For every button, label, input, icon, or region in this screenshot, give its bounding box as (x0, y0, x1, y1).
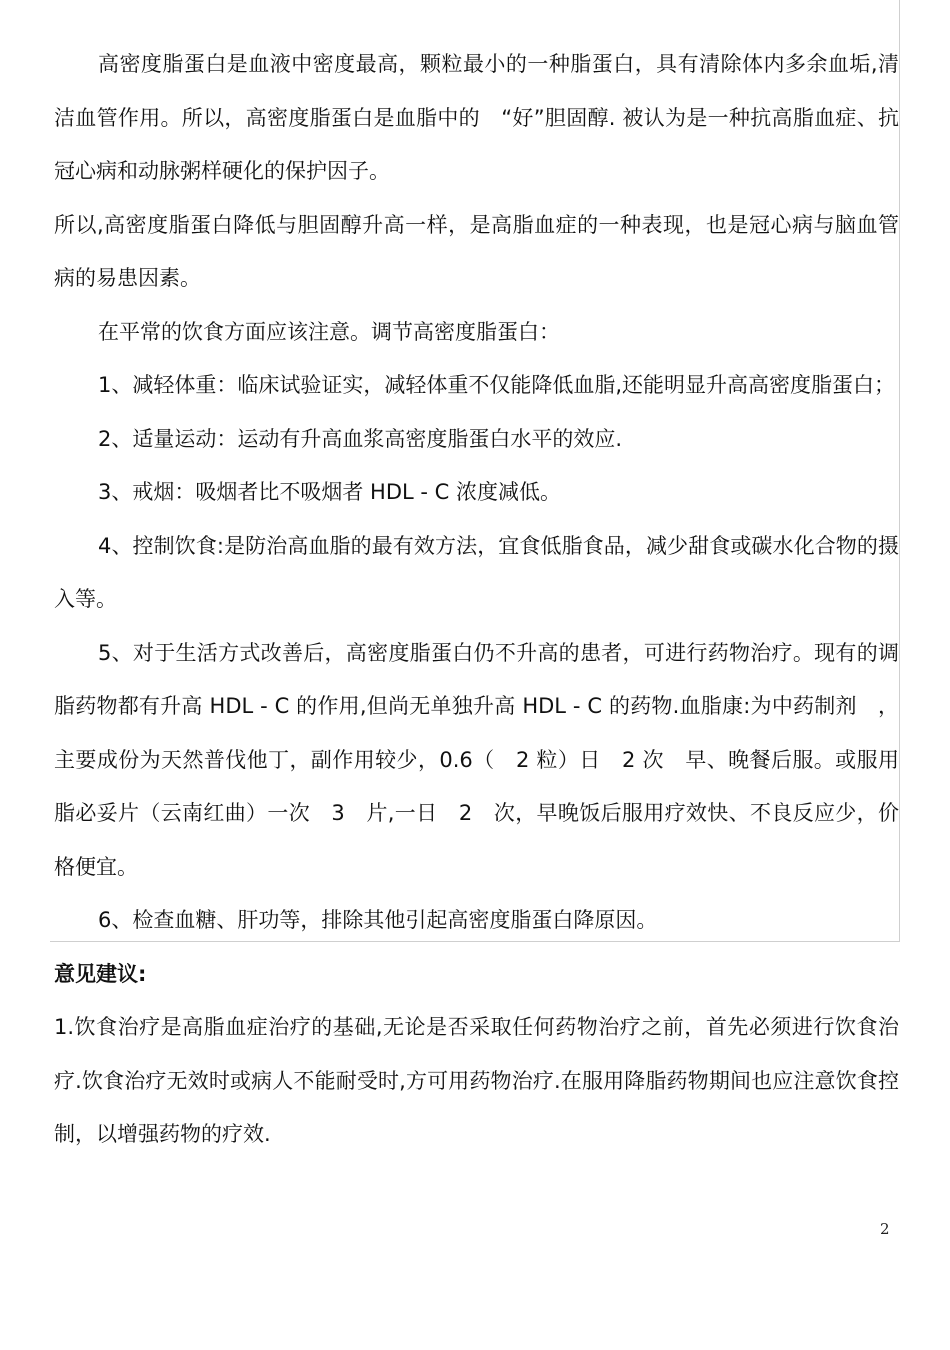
paragraph-hdl-definition: 高密度脂蛋白是血液中密度最高，颗粒最小的一种脂蛋白，具有清除体内多余血垢,清洁血管作用。所以，高密度脂蛋白是血脂中的 “好”胆固醇. 被认为是一种抗高脂血症、抗冠心病和动脉粥样硬化的保护因子。 (54, 52, 899, 183)
document-body (54, 38, 899, 1162)
paragraph-advice-diet: 1.饮食治疗是高脂血症治疗的基础,无论是否采取任何药物治疗之前，首先必须进行饮食治疗.饮食治疗无效时或病人不能耐受时,方可用药物治疗.在服用降脂药物期间也应注意饮食控制，以增强药物的疗效. (54, 1015, 899, 1146)
section-heading-advice: 意见建议: (54, 961, 147, 986)
list-item-weight-loss: 1、减轻体重：临床试验证实，减轻体重不仅能降低血脂,还能明显升高高密度脂蛋白； (98, 373, 896, 397)
paragraph-diet-intro: 在平常的饮食方面应该注意。调节高密度脂蛋白： (98, 319, 560, 344)
list-item-exercise: 2、适量运动：运动有升高血浆高密度脂蛋白水平的效应. (98, 426, 623, 451)
page-number: 2 (880, 1220, 890, 1238)
list-item-checkup: 6、检查血糖、肝功等，排除其他引起高密度脂蛋白降原因。 (98, 908, 658, 932)
list-item-medication: 5、对于生活方式改善后，高密度脂蛋白仍不升高的患者，可进行药物治疗。现有的调脂药物都有升高 HDL - C 的作用,但尚无单独升高 HDL - C 的药物.血脂康:为中药制剂 ，主要成份为天然普伐他丁，副作用较少，0.6（ 2 粒）日 2 次 早、晚餐后服。或服用脂必妥片（云南红曲）一次 3 片,一日 2 次，早晚饭后服用疗效快、不良反应少，价格便宜。 (54, 640, 899, 879)
list-item-quit-smoking: 3、戒烟：吸烟者比不吸烟者 HDL - C 浓度减低。 (98, 480, 561, 504)
page-border-right (899, 0, 900, 942)
list-item-diet-control: 4、控制饮食:是防治高血脂的最有效方法，宜食低脂食品，减少甜食或碳水化合物的摄入等。 (54, 533, 899, 611)
paragraph-hdl-decrease: 所以,高密度脂蛋白降低与胆固醇升高一样，是高脂血症的一种表现，也是冠心病与脑血管病的易患因素。 (54, 212, 899, 290)
